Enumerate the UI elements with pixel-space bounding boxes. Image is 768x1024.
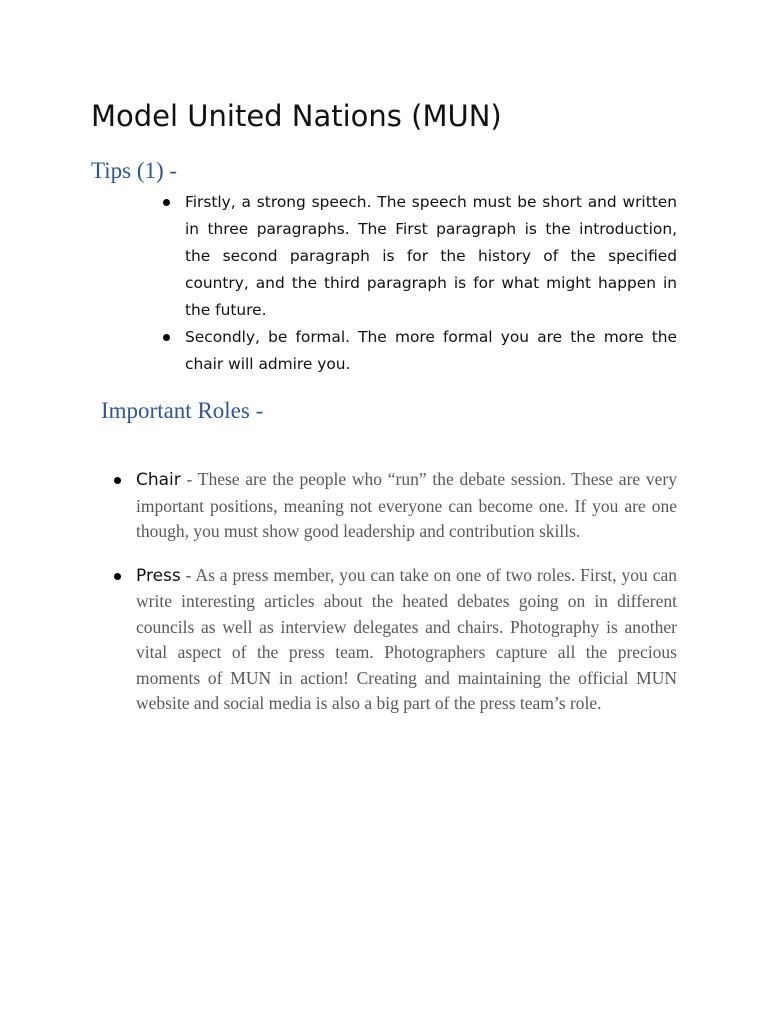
role-name: Press: [136, 565, 181, 586]
tips-list-item: [185, 189, 677, 324]
tips-list: [185, 189, 677, 378]
bullet-icon: [114, 573, 121, 580]
document-title: Model United Nations (MUN): [91, 99, 502, 133]
tips-list-item: [185, 324, 677, 378]
role-description: - These are the people who “run” the debate session. These are very important positions, meaning not everyone can become one. If you are one though, you must show good leadership and contribution skills.: [136, 469, 677, 541]
bullet-icon: [114, 477, 121, 484]
tips-heading: Tips (1) -: [91, 158, 178, 183]
role-name: Chair: [136, 470, 181, 490]
roles-heading: Important Roles -: [101, 398, 264, 423]
roles-list: [136, 467, 677, 717]
roles-list-item: [136, 467, 677, 545]
roles-list-item: [136, 563, 677, 717]
bullet-icon: [163, 199, 170, 206]
role-description: - As a press member, you can take on one of two roles. First, you can write interesting articles about the heated debates going on in different councils as well as interview delegates and chairs. Photography is another vital aspect of the press team. Photographers capture all the precious moments of MUN in action! Creating and maintaining the official MUN website and social media is also a big part of the press team’s role.: [136, 564, 677, 713]
tip-text: Secondly, be formal. The more formal you are the more the chair will admire you.: [185, 328, 677, 373]
tip-text: Firstly, a strong speech. The speech must be short and written in three paragraphs. The First paragraph is the introduction, the second paragraph is for the history of the specified country, and the third paragraph is for what might happen in the future.: [185, 193, 677, 319]
bullet-icon: [163, 334, 170, 341]
